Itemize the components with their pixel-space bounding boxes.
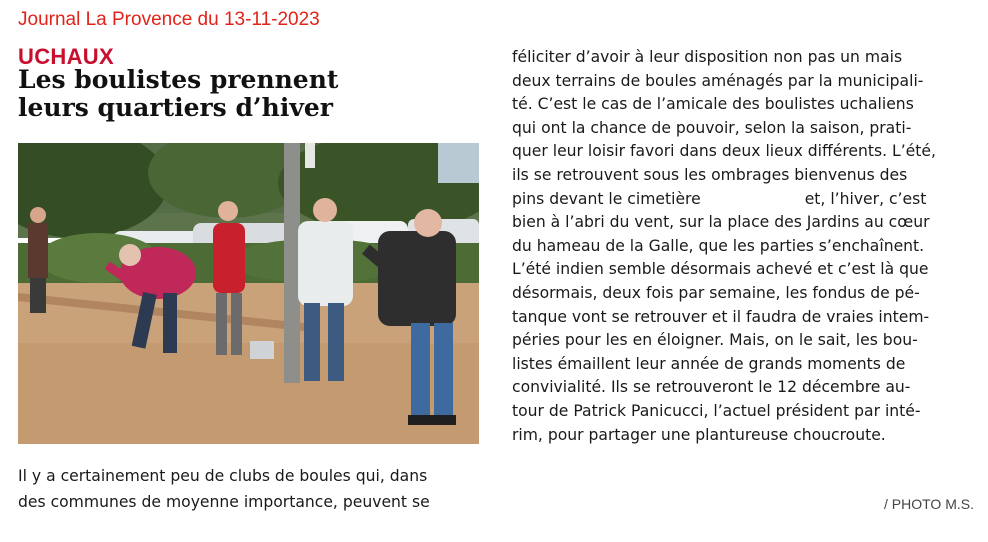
article-headline [18,66,478,122]
source-label: Journal La Provence du 13-11-2023 [18,9,320,30]
body-line: du hameau de la Galle, que les parties s’enchaînent. [512,236,925,255]
body-line: deux terrains de boules aménagés par la municipali- [512,71,924,90]
body-line: rim, pour partager une plantureuse choucroute. [512,425,886,444]
body-line-with-gap [512,188,974,212]
body-line: listes émaillent leur année de grands moments de [512,354,906,373]
body-line: Il y a certainement peu de clubs de boules qui, dans [18,467,428,485]
article-photo [18,143,479,444]
body-line: bien à l’abri du vent, sur la place des Jardins au cœur [512,213,930,232]
body-line: désormais, deux fois par semaine, les fondus de pé- [512,283,920,302]
body-line: tour de Patrick Panicucci, l’actuel président par inté- [512,401,921,420]
body-line: té. C’est le cas de l’amicale des boulistes uchaliens [512,95,914,114]
section-label: UCHAUX [18,44,114,69]
article-body-left [18,463,480,515]
body-line: L’été indien semble désormais achevé et c’est là que [512,260,929,279]
petanque-players-photo [18,143,479,444]
body-line: ils se retrouvent sous les ombrages bienvenus des [512,165,908,184]
headline-line: Les boulistes prennent [18,65,339,94]
body-line: qui ont la chance de pouvoir, selon la saison, prati- [512,118,912,137]
player-dark-jacket [378,231,456,326]
body-line: convivialité. Ils se retrouveront le 12 décembre au- [512,378,911,397]
headline-line: leurs quartiers d’hiver [18,93,333,122]
article-body-right [512,46,974,447]
photo-credit: / PHOTO M.S. [884,496,974,512]
lamp-post [284,143,300,383]
body-fragment: et, l’hiver, c’est [804,189,927,208]
player-white-jacket [298,221,353,306]
body-line: péries pour les en éloigner. Mais, on le sait, les bou- [512,331,918,350]
body-fragment: pins devant le cimetière [512,189,701,208]
player-red-jacket [213,223,245,293]
body-line: féliciter d’avoir à leur disposition non pas un mais [512,48,903,66]
body-line: quer leur loisir favori dans deux lieux différents. L’été, [512,142,936,161]
body-line: des communes de moyenne importance, peuvent se [18,493,430,511]
body-line: tanque vont se retrouver et il faudra de vraies intem- [512,307,930,326]
